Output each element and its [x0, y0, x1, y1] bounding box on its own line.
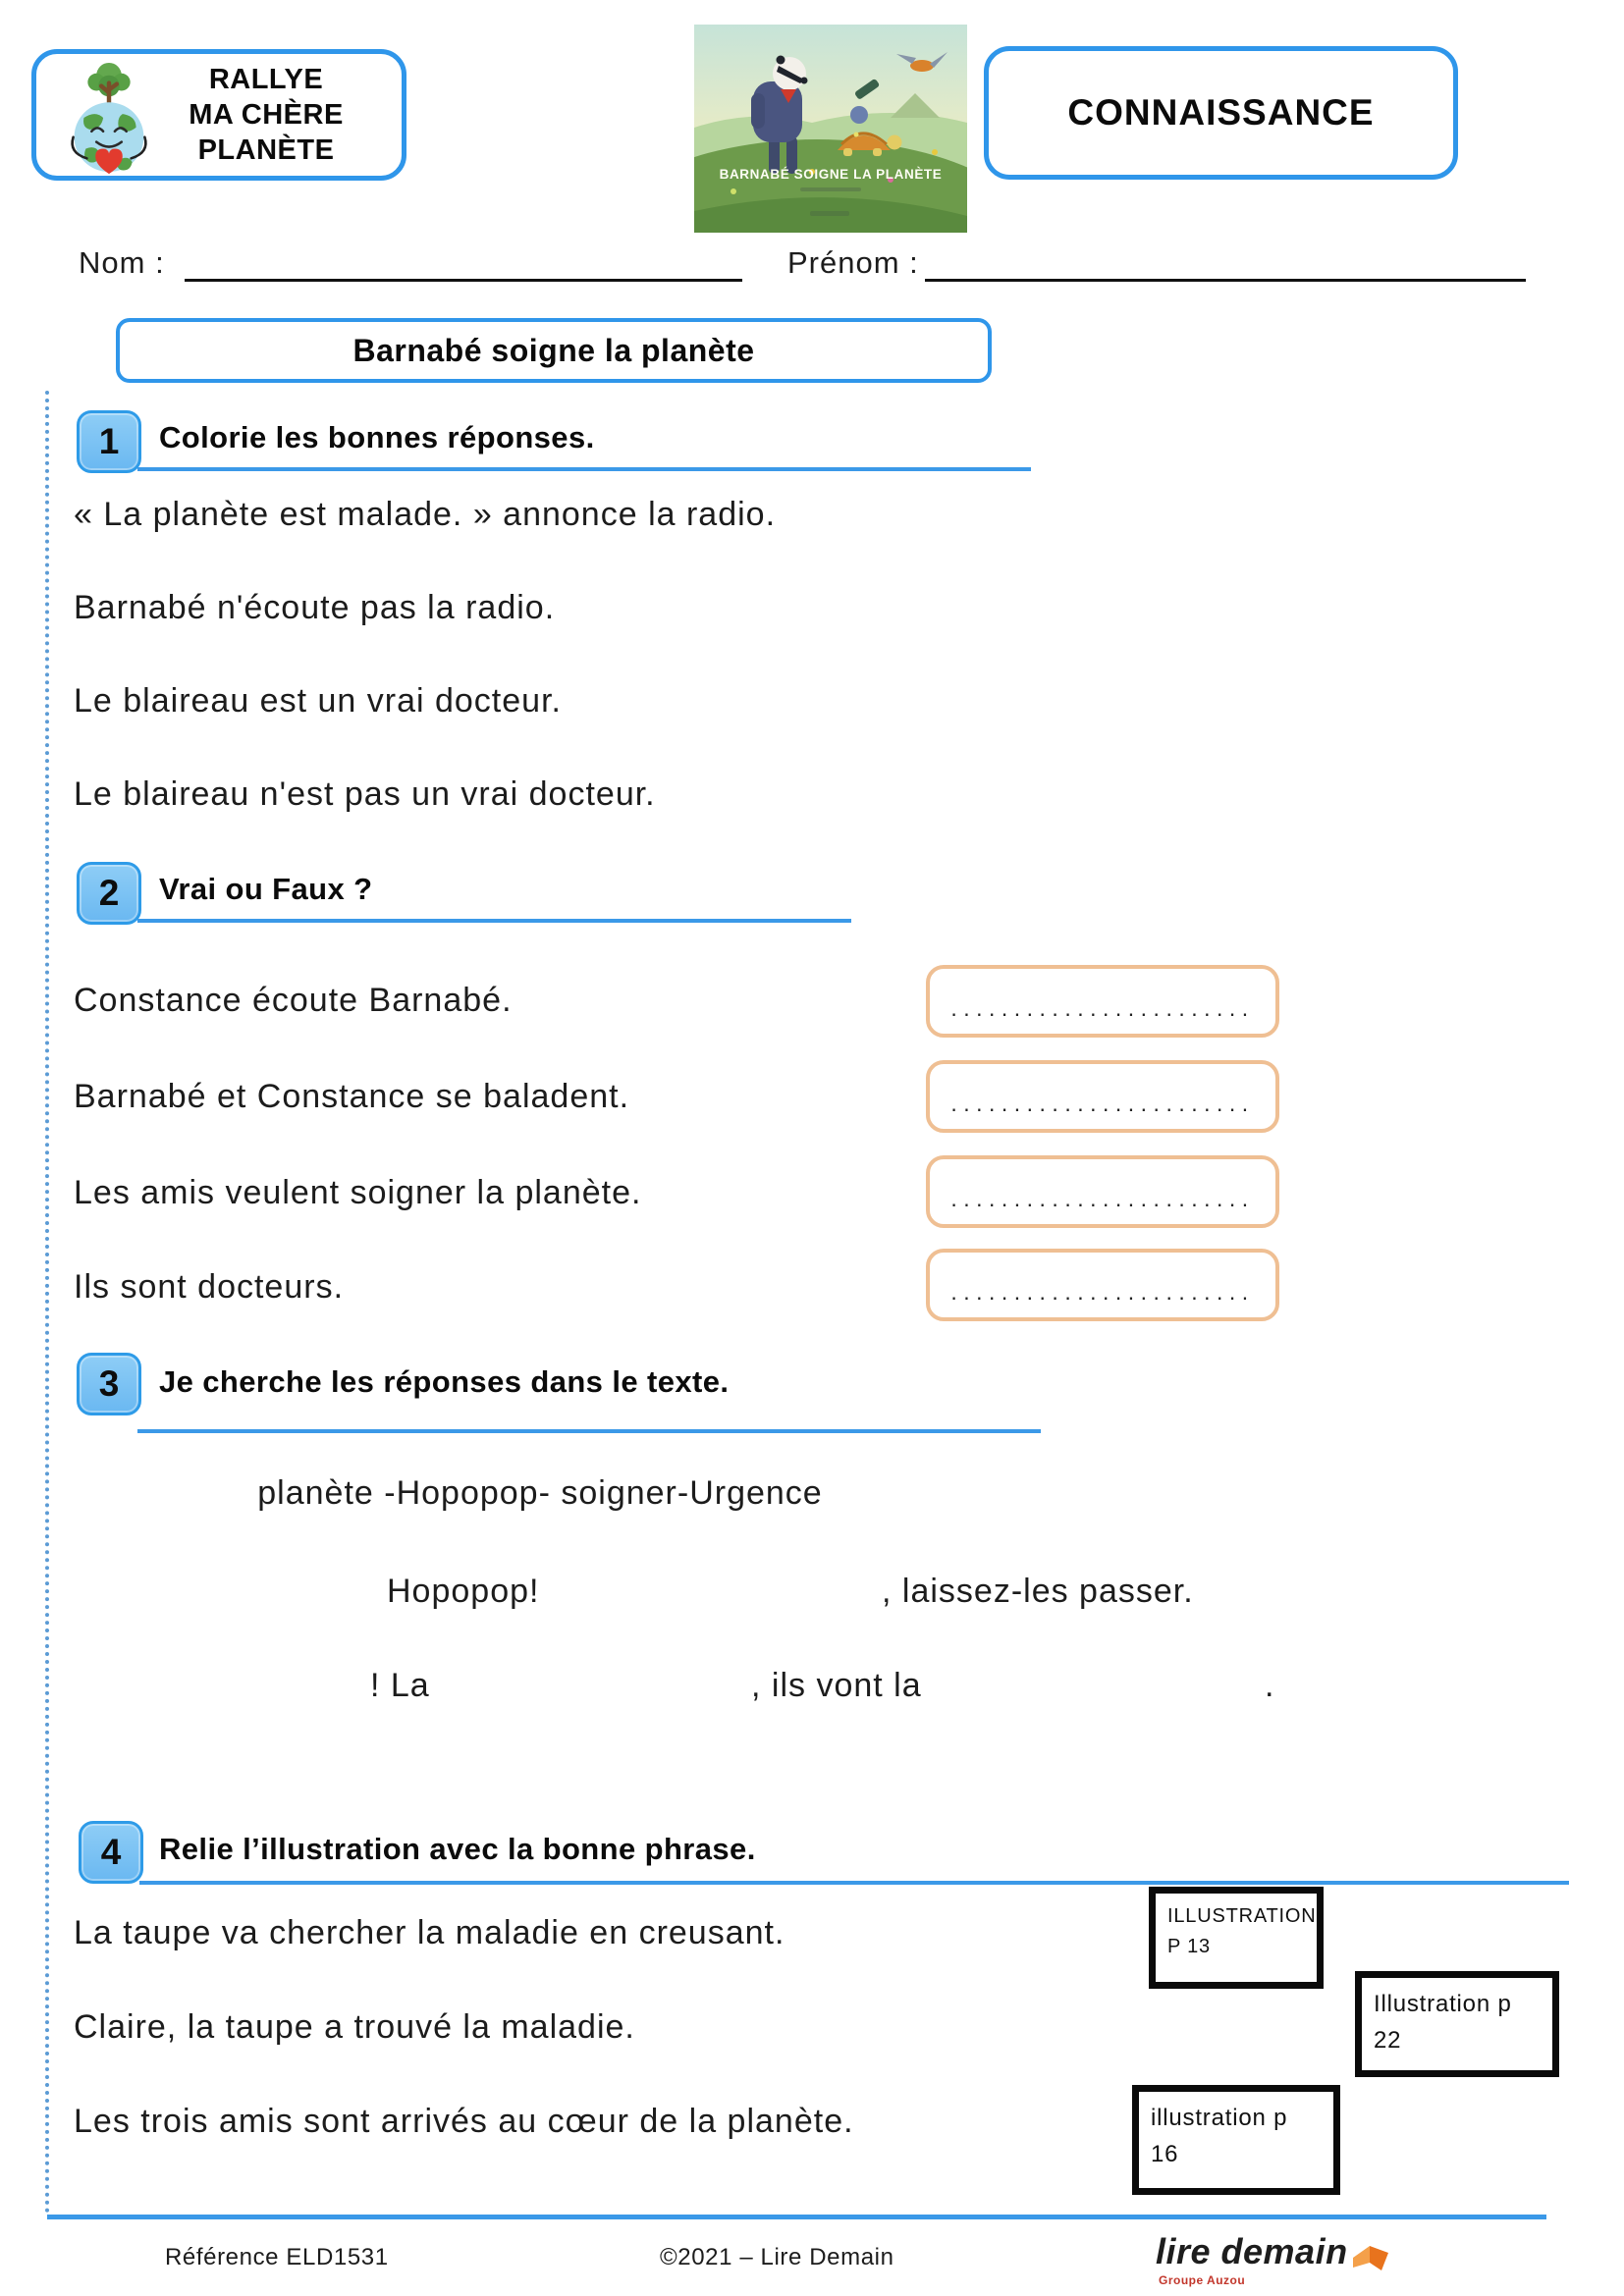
rally-title-line1: RALLYE: [208, 63, 324, 95]
fill-in-line1-end: , laissez-les passer.: [882, 1573, 1194, 1610]
vrai-faux-statement: Constance écoute Barnabé.: [74, 982, 513, 1019]
illustration-box-label: Illustration p 22: [1374, 1991, 1512, 2055]
answer-dots: ........................: [950, 1279, 1255, 1305]
vrai-faux-answer-box[interactable]: [926, 1060, 1279, 1133]
word-bank: planète -Hopopop- soigner-Urgence: [257, 1474, 823, 1512]
colorable-sentence[interactable]: Le blaireau n'est pas un vrai docteur.: [74, 775, 656, 813]
earth-hug-heart-icon: [64, 60, 154, 178]
section-3-heading: Je cherche les réponses dans le texte.: [159, 1364, 730, 1399]
illustration-box-label: ILLUSTRATION: [1167, 1905, 1317, 1927]
left-dotted-margin: [45, 391, 49, 2215]
category-box: [984, 46, 1458, 180]
answer-dots: ........................: [950, 1091, 1255, 1116]
rally-title-line2: MA CHÈRE PLANÈTE: [189, 98, 344, 167]
section-1-underline: [137, 467, 1031, 471]
book-cover-title: BARNABÉ SOIGNE LA PLANÈTE: [719, 167, 943, 182]
book-cover-image: [694, 25, 967, 233]
fill-in-line2-part3: .: [1265, 1667, 1275, 1704]
section-3-number: 3: [77, 1353, 141, 1415]
open-book-icon: [1350, 2234, 1391, 2273]
lire-demain-logo: [1156, 2231, 1391, 2273]
vrai-faux-answer-box[interactable]: [926, 1249, 1279, 1321]
answer-dots: ........................: [950, 995, 1255, 1021]
link-sentence[interactable]: Claire, la taupe a trouvé la maladie.: [74, 2008, 635, 2046]
footer-reference: Référence ELD1531: [165, 2244, 389, 2270]
footer-copyright: ©2021 – Lire Demain: [660, 2244, 894, 2270]
vrai-faux-statement: Ils sont docteurs.: [74, 1268, 345, 1306]
section-4-underline: [139, 1881, 1569, 1885]
illustration-box-label: illustration p 16: [1151, 2105, 1288, 2168]
illustration-box-p13[interactable]: [1149, 1887, 1324, 1989]
section-2-underline: [137, 919, 851, 923]
vrai-faux-answer-box[interactable]: [926, 1155, 1279, 1228]
prenom-write-line[interactable]: [925, 279, 1526, 282]
colorable-sentence[interactable]: Barnabé n'écoute pas la radio.: [74, 589, 556, 626]
rally-logo-box: [31, 49, 406, 181]
lire-demain-wordmark: lire demain: [1156, 2231, 1348, 2271]
section-3-underline: [137, 1429, 1041, 1433]
prenom-label: Prénom :: [787, 245, 919, 280]
footer-divider: [47, 2215, 1546, 2219]
groupe-auzou-label: Groupe Auzou: [1159, 2273, 1246, 2287]
section-2-heading: Vrai ou Faux ?: [159, 872, 373, 906]
section-1-number: 1: [77, 410, 141, 473]
worksheet-title: Barnabé soigne la planète: [352, 332, 755, 368]
link-sentence[interactable]: Les trois amis sont arrivés au cœur de la planète.: [74, 2103, 854, 2140]
fill-in-line1-start: Hopopop!: [387, 1573, 540, 1610]
link-sentence[interactable]: La taupe va chercher la maladie en creusant.: [74, 1914, 785, 1951]
section-4-number: 4: [79, 1821, 143, 1884]
colorable-sentence[interactable]: « La planète est malade. » annonce la radio.: [74, 496, 777, 533]
worksheet-title-box: [116, 318, 992, 383]
category-label: CONNAISSANCE: [1067, 92, 1375, 133]
nom-label: Nom :: [79, 245, 165, 280]
vrai-faux-statement: Barnabé et Constance se baladent.: [74, 1078, 630, 1115]
vrai-faux-statement: Les amis veulent soigner la planète.: [74, 1174, 642, 1211]
answer-dots: ........................: [950, 1186, 1255, 1211]
section-1-heading: Colorie les bonnes réponses.: [159, 420, 595, 454]
fill-in-line2-part1: ! La: [370, 1667, 430, 1704]
fill-in-line2-part2: , ils vont la: [751, 1667, 922, 1704]
colorable-sentence[interactable]: Le blaireau est un vrai docteur.: [74, 682, 562, 720]
section-4-heading: Relie l’illustration avec la bonne phrase.: [159, 1832, 756, 1866]
illustration-box-label: P 13: [1167, 1936, 1211, 1957]
nom-write-line[interactable]: [185, 279, 742, 282]
illustration-box-p22[interactable]: [1355, 1971, 1559, 2077]
section-2-number: 2: [77, 862, 141, 925]
vrai-faux-answer-box[interactable]: [926, 965, 1279, 1038]
illustration-box-p16[interactable]: [1132, 2085, 1340, 2195]
